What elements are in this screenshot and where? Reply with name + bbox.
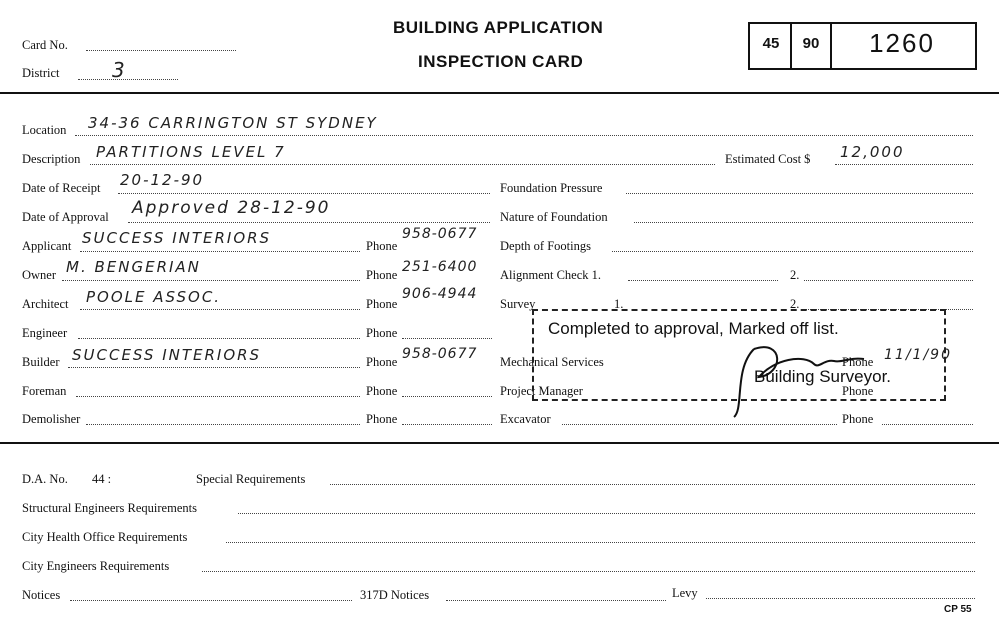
location-value: 34-36 CARRINGTON ST SYDNEY [88,114,378,132]
architect-phone-label: Phone [366,297,398,311]
estimated-cost-value: 12,000 [840,143,905,161]
builder-phone-value: 958-0677 [402,346,478,362]
ref-box-2: 90 [802,35,820,52]
structural-engineers-label: Structural Engineers Requirements [22,501,197,515]
project-manager-label: Project Manager [500,384,583,398]
card-no-dotted-line [86,50,236,51]
builder-value: SUCCESS INTERIORS [72,346,262,364]
description-dotted-line [90,164,715,165]
owner-label: Owner [22,268,57,282]
alignment-check-2-dotted-line [804,280,973,281]
surveyor-signature [724,329,884,419]
date-receipt-label: Date of Receipt [22,181,101,195]
estimated-cost-label: Estimated Cost $ [725,152,811,166]
excavator-phone-label: Phone [842,412,874,426]
date-approval-label: Date of Approval [22,210,109,224]
demolisher-label: Demolisher [22,412,81,426]
applicant-value: SUCCESS INTERIORS [82,229,272,247]
location-label: Location [22,123,67,137]
applicant-label: Applicant [22,239,72,253]
engineer-phone-label: Phone [366,326,398,340]
da-no-value: 44 : [92,472,112,486]
stamp-date: 11/1/90 [884,347,952,363]
notices-dotted-line [70,600,352,601]
card-no-label: Card No. [22,38,68,52]
ref-box-1: 45 [762,35,780,52]
date-receipt-value: 20-12-90 [120,171,205,189]
demolisher-phone-dotted-line [402,424,492,425]
architect-dotted-line [80,309,360,310]
alignment-check-2-label: 2. [790,268,800,282]
architect-value: POOLE ASSOC. [86,288,222,306]
form-title: BUILDING APPLICATION [393,18,604,37]
foreman-phone-label: Phone [366,384,398,398]
builder-phone-label: Phone [366,355,398,369]
excavator-phone-dotted-line [882,424,973,425]
mechanical-services-label: Mechanical Services [500,355,604,369]
depth-footings-dotted-line [612,251,973,252]
date-approval-value: Approved 28-12-90 [132,198,331,218]
date-receipt-dotted-line [118,193,490,194]
engineer-dotted-line [78,338,360,339]
stamp-line1: Completed to approval, Marked off list. [548,319,839,338]
excavator-dotted-line [562,424,837,425]
district-label: District [22,66,60,80]
architect-phone-value: 906-4944 [402,286,478,302]
notices-317d-dotted-line [446,600,666,601]
builder-dotted-line [68,367,360,368]
engineer-phone-dotted-line [402,338,492,339]
architect-label: Architect [22,297,69,311]
stamp-line2: Building Surveyor. [754,367,892,386]
owner-dotted-line [62,280,360,281]
alignment-check-label: Alignment Check 1. [500,268,602,282]
levy-label: Levy [672,586,698,600]
special-requirements-dotted-line [330,484,975,485]
foundation-pressure-label: Foundation Pressure [500,181,603,195]
district-dotted-line [78,79,178,80]
top-rule [0,92,999,94]
nature-foundation-label: Nature of Foundation [500,210,608,224]
applicant-phone-label: Phone [366,239,398,253]
middle-rule [0,442,999,444]
foreman-phone-dotted-line [402,396,492,397]
owner-value: M. BENGERIAN [66,258,201,276]
nature-foundation-dotted-line [634,222,973,223]
mechanical-phone-label: Phone [842,355,874,369]
notices-317d-label: 317D Notices [360,588,430,602]
alignment-check-1-dotted-line [628,280,778,281]
form-code: CP 55 [944,604,972,615]
city-engineers-label: City Engineers Requirements [22,559,170,573]
ref-box-3: 1260 [869,28,935,58]
levy-dotted-line [706,598,975,599]
foundation-pressure-dotted-line [626,193,973,194]
special-requirements-label: Special Requirements [196,472,306,486]
notices-label: Notices [22,588,61,602]
demolisher-phone-label: Phone [366,412,398,426]
city-health-label: City Health Office Requirements [22,530,188,544]
builder-label: Builder [22,355,60,369]
depth-footings-label: Depth of Footings [500,239,591,253]
applicant-dotted-line [80,251,360,252]
district-value: 3 [112,58,127,82]
engineer-label: Engineer [22,326,68,340]
project-manager-phone-label: Phone [842,384,874,398]
applicant-phone-value: 958-0677 [402,226,478,242]
foreman-label: Foreman [22,384,67,398]
foreman-dotted-line [76,396,360,397]
description-label: Description [22,152,81,166]
form-subtitle: INSPECTION CARD [418,52,584,71]
demolisher-dotted-line [86,424,360,425]
da-no-label: D.A. No. [22,472,68,486]
estimated-cost-dotted-line [835,164,973,165]
description-value: PARTITIONS LEVEL 7 [96,143,286,161]
city-health-dotted-line [226,542,975,543]
survey-label: Survey [500,297,536,311]
survey-2-label: 2. [790,297,800,311]
owner-phone-label: Phone [366,268,398,282]
city-engineers-dotted-line [202,571,975,572]
owner-phone-value: 251-6400 [402,259,478,275]
survey-1-label: 1. [614,297,624,311]
approval-stamp [532,309,952,401]
location-dotted-line [75,135,973,136]
excavator-label: Excavator [500,412,551,426]
structural-engineers-dotted-line [238,513,975,514]
date-approval-dotted-line [128,222,490,223]
